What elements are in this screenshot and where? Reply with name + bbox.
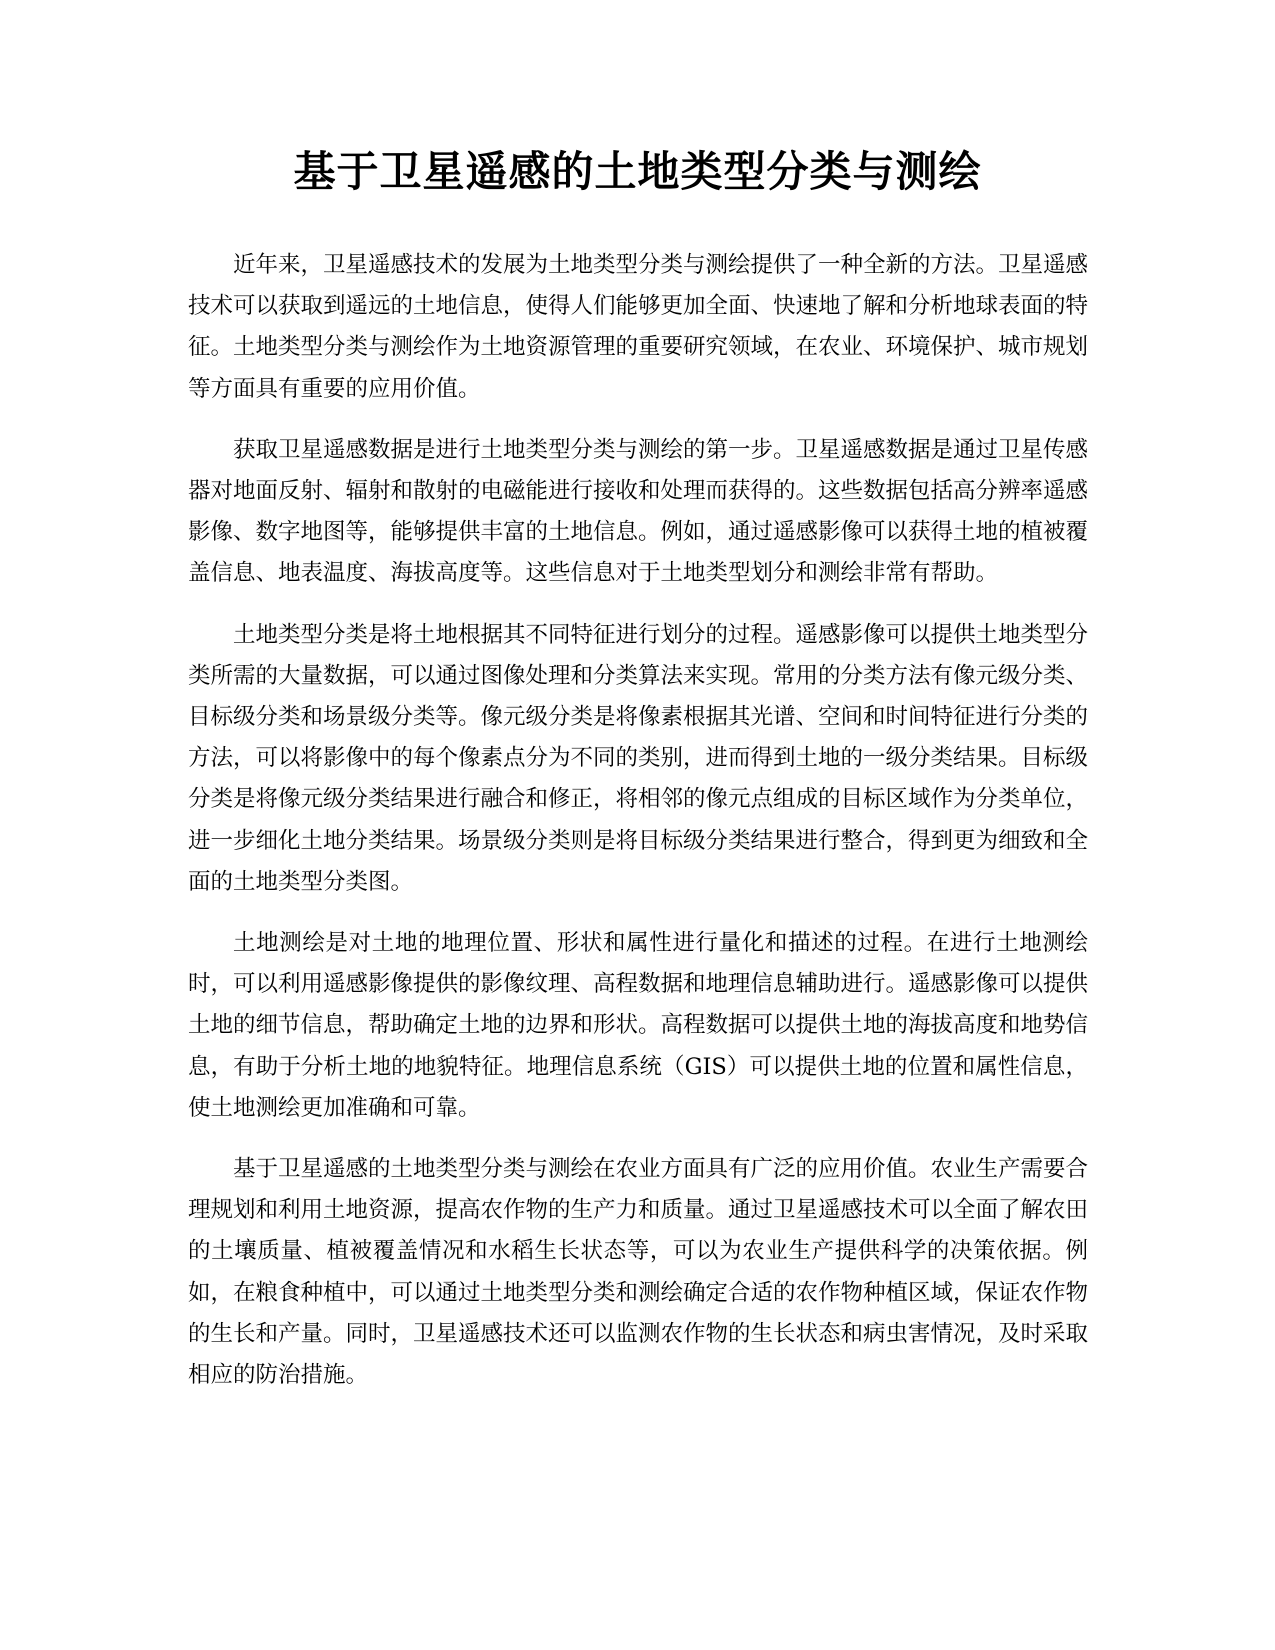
document-title: 基于卫星遥感的土地类型分类与测绘 [293, 147, 982, 196]
document-body [188, 245, 1088, 1416]
paragraph-3: 土地类型分类是将土地根据其不同特征进行划分的过程。遥感影像可以提供土地类型分类所需的大量数据，可以通过图像处理和分类算法来实现。常用的分类方法有像元级分类、目标级分类和场景级分类等。像元级分类是将像素根据其光谱、空间和时间特征进行分类的方法，可以将影像中的每个像素点分为不同的类别，进而得到土地的一级分类结果。目标级分类是将像元级分类结果进行融合和修正，将相邻的像元点组成的目标区域作为分类单位，进一步细化土地分类结果。场景级分类则是将目标级分类结果进行整合，得到更为细致和全面的土地类型分类图。 [188, 621, 1089, 895]
paragraph-1: 近年来，卫星遥感技术的发展为土地类型分类与测绘提供了一种全新的方法。卫星遥感技术可以获取到遥远的土地信息，使得人们能够更加全面、快速地了解和分析地球表面的特征。土地类型分类与测绘作为土地资源管理的重要研究领域，在农业、环境保护、城市规划等方面具有重要的应用价值。 [188, 252, 1089, 402]
paragraph-5: 基于卫星遥感的土地类型分类与测绘在农业方面具有广泛的应用价值。农业生产需要合理规划和利用土地资源，提高农作物的生产力和质量。通过卫星遥感技术可以全面了解农田的土壤质量、植被覆盖情况和水稻生长状态等，可以为农业生产提供科学的决策依据。例如，在粮食种植中，可以通过土地类型分类和测绘确定合适的农作物种植区域，保证农作物的生长和产量。同时，卫星遥感技术还可以监测农作物的生长状态和病虫害情况，及时采取相应的防治措施。 [188, 1156, 1089, 1389]
paragraph-2: 获取卫星遥感数据是进行土地类型分类与测绘的第一步。卫星遥感数据是通过卫星传感器对地面反射、辐射和散射的电磁能进行接收和处理而获得的。这些数据包括高分辨率遥感影像、数字地图等，能够提供丰富的土地信息。例如，通过遥感影像可以获得土地的植被覆盖信息、地表温度、海拔高度等。这些信息对于土地类型划分和测绘非常有帮助。 [188, 436, 1089, 587]
paragraph-4: 土地测绘是对土地的地理位置、形状和属性进行量化和描述的过程。在进行土地测绘时，可以利用遥感影像提供的影像纹理、高程数据和地理信息辅助进行。遥感影像可以提供土地的细节信息，帮助确定土地的边界和形状。高程数据可以提供土地的海拔高度和地势信息，有助于分析土地的地貌特征。地理信息系统（GIS）可以提供土地的位置和属性信息，使土地测绘更加准确和可靠。 [188, 930, 1089, 1121]
